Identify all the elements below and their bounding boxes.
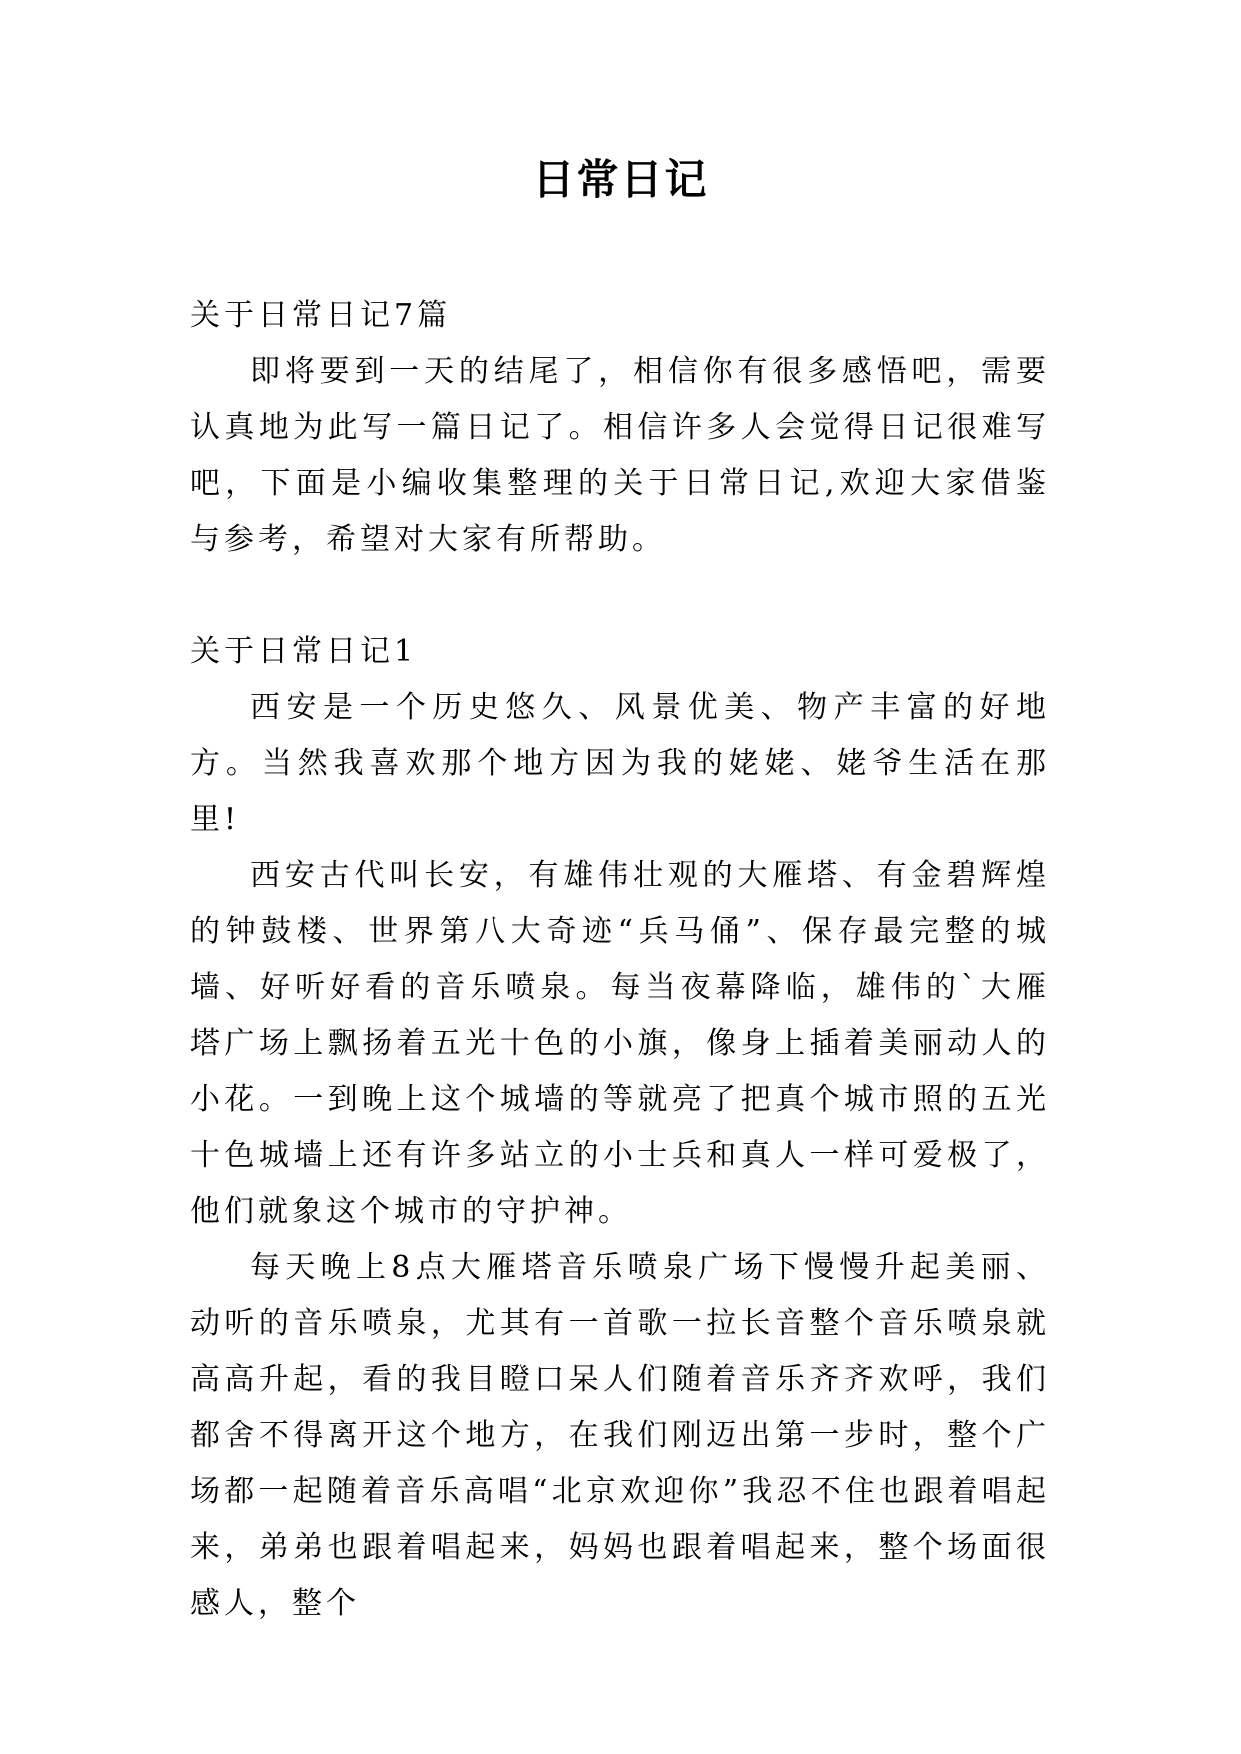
- paragraph: 西安是一个历史悠久、风景优美、物产丰富的好地方。当然我喜欢那个地方因为我的姥姥、姥爷生活在那里!: [190, 690, 1050, 837]
- intro-heading: 关于日常日记7篇: [190, 298, 452, 333]
- section-heading: 关于日常日记1: [190, 634, 418, 669]
- paragraph: 西安古代叫长安，有雄伟壮观的大雁塔、有金碧辉煌的钟鼓楼、世界第八大奇迹“兵马俑”、保存最完整的城墙、好听好看的音乐喷泉。每当夜幕降临，雄伟的`大雁塔广场上飘扬着五光十色的小旗，像身上插着美丽动人的小花。一到晚上这个城墙的等就亮了把真个城市照的五光十色城墙上还有许多站立的小士兵和真人一样可爱极了，他们就象这个城市的守护神。: [190, 858, 1050, 1229]
- section-spacer: [190, 568, 1050, 624]
- document-body: [190, 288, 1050, 1632]
- intro-paragraph: 即将要到一天的结尾了，相信你有很多感悟吧，需要认真地为此写一篇日记了。相信许多人会觉得日记很难写吧，下面是小编收集整理的关于日常日记,欢迎大家借鉴与参考，希望对大家有所帮助。: [190, 354, 1050, 557]
- paragraph: 每天晚上8点大雁塔音乐喷泉广场下慢慢升起美丽、动听的音乐喷泉，尤其有一首歌一拉长音整个音乐喷泉就高高升起，看的我目瞪口呆人们随着音乐齐齐欢呼，我们都舍不得离开这个地方，在我们刚迈出第一步时，整个广场都一起随着音乐高唱“北京欢迎你”我忍不住也跟着唱起来，弟弟也跟着唱起来，妈妈也跟着唱起来，整个场面很感人，整个: [190, 1250, 1050, 1621]
- document-title: 日常日记: [532, 155, 709, 204]
